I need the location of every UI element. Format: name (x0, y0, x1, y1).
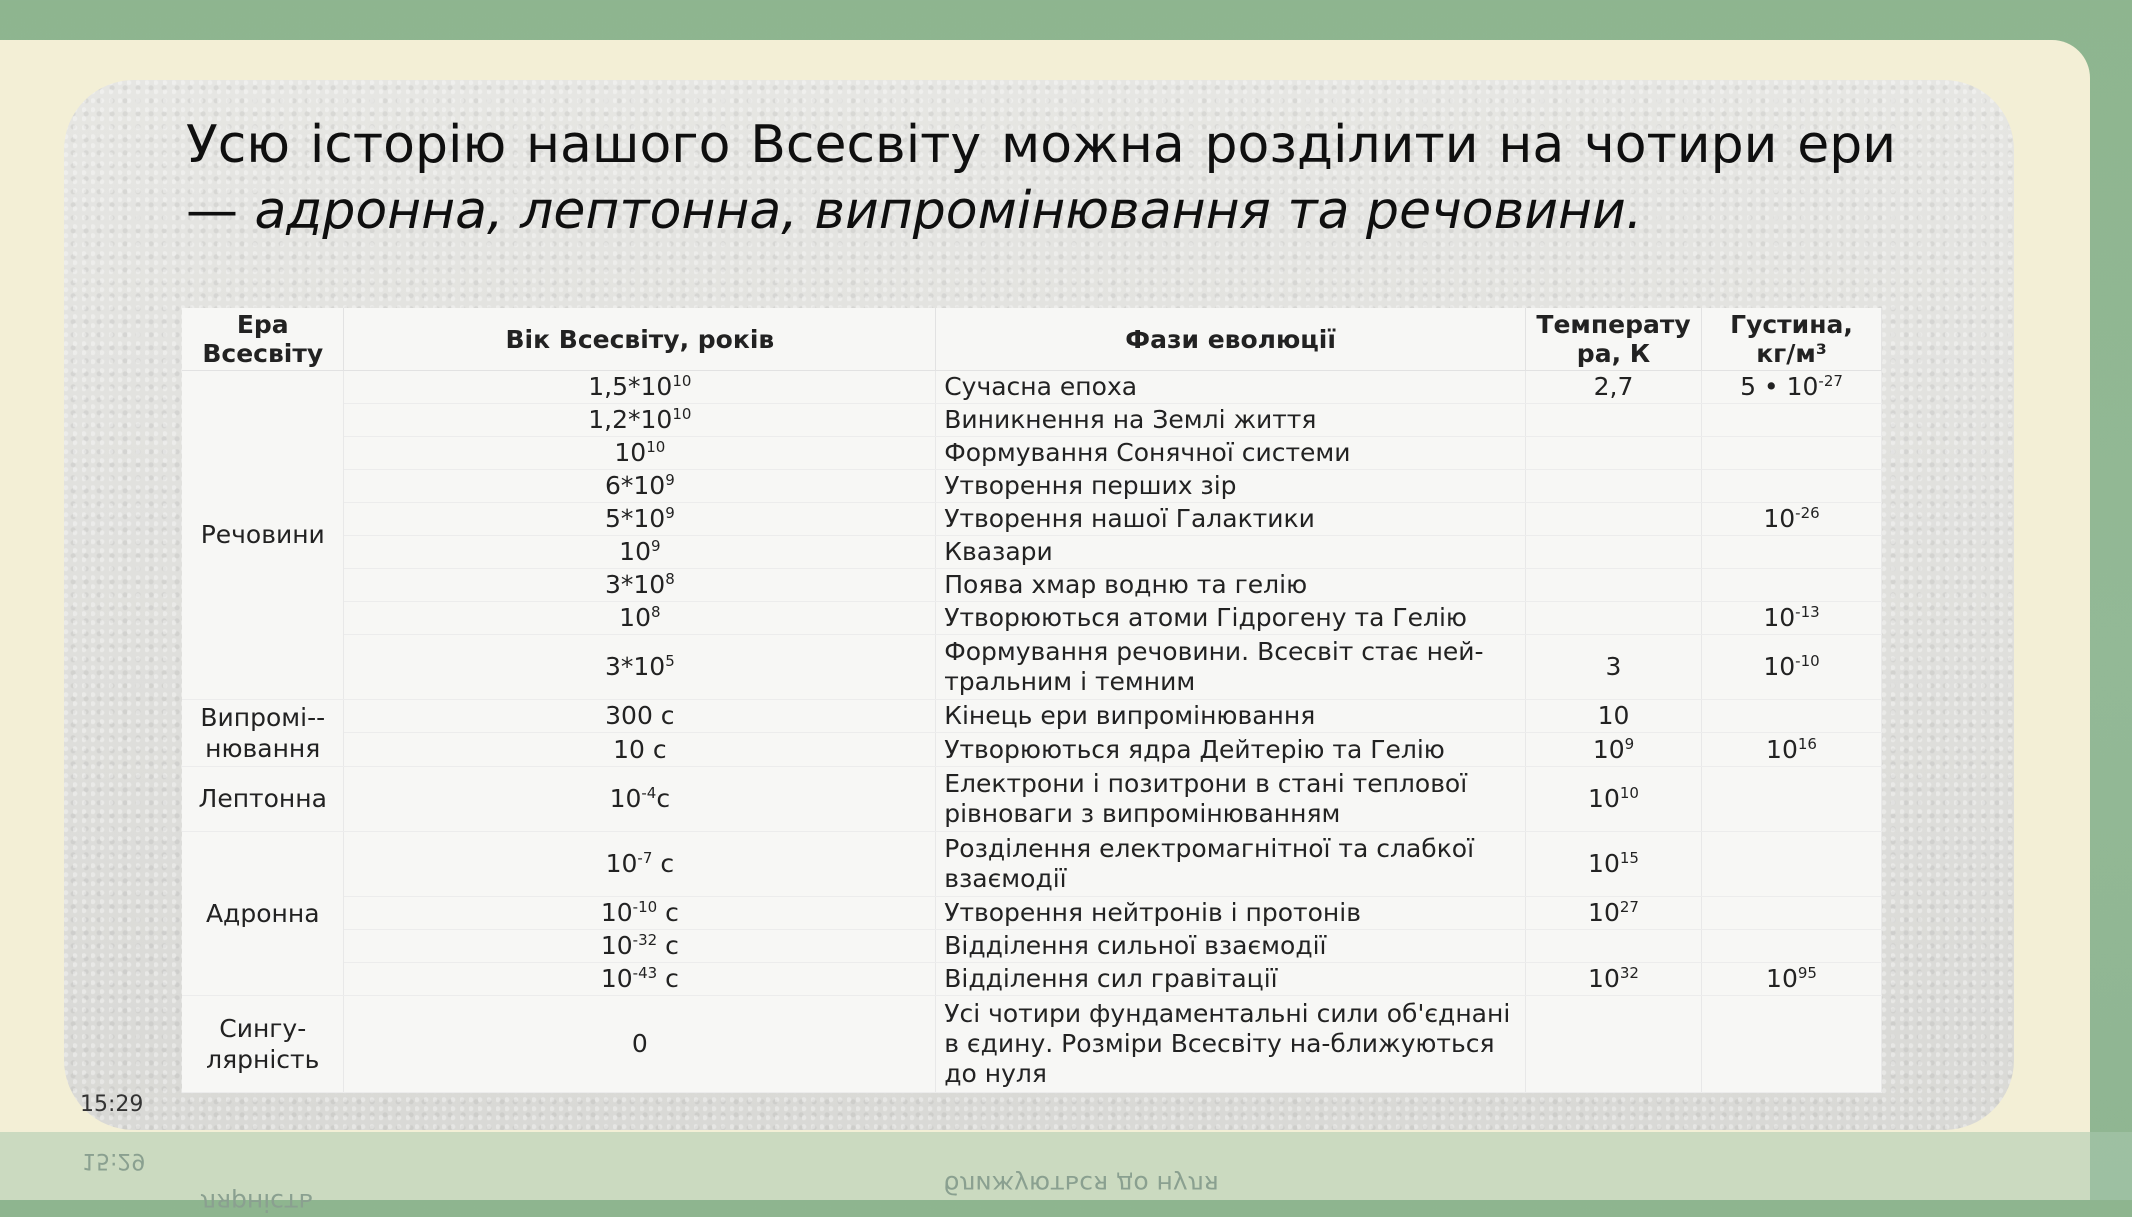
temperature-cell-base: 10 (1588, 963, 1620, 993)
temperature-cell-base: 10 (1588, 897, 1620, 927)
temperature-cell (1526, 635, 1702, 700)
temperature-cell-base: 10 (1588, 783, 1620, 813)
density-cell-base: 10 (1763, 603, 1796, 632)
phase-cell: Усі чотири фундаментальні сили об'єднані в єдину. Розміри Всесвіту на-ближуються до нуля (936, 995, 1526, 1092)
temperature-cell (1526, 503, 1702, 536)
age-cell-exponent: -32 (632, 930, 658, 949)
table-row (182, 404, 1882, 437)
age-cell-base: 1,2*10 (588, 405, 673, 434)
density-cell (1702, 503, 1882, 536)
temperature-cell-exponent: 32 (1619, 963, 1639, 982)
age-cell (344, 733, 936, 767)
age-cell-exponent: -43 (632, 963, 658, 982)
table-row (182, 569, 1882, 602)
heading-plain: Усю історію нашого Всесвіту можна розділити на чотири ери — (186, 115, 1896, 241)
era-cell-lepton: Лептонна (182, 767, 344, 832)
temperature-cell-base: 2,7 (1593, 372, 1634, 401)
temperature-cell (1526, 371, 1702, 404)
age-cell-base: 10 (609, 783, 642, 813)
density-cell (1702, 733, 1882, 767)
age-cell (344, 602, 936, 635)
age-cell-unit: с (657, 963, 679, 993)
table-row (182, 831, 1882, 896)
age-cell-base: 10 (614, 438, 647, 467)
era-cell-singularity: Сингу- лярність (182, 995, 344, 1092)
age-cell (344, 437, 936, 470)
phase-cell: Утворюються атоми Гідрогену та Гелію (936, 602, 1526, 635)
era-cell-radiation: Випромі-- нювання (182, 699, 344, 766)
phase-cell: Розділення електромагнітної та слабкої взаємодії (936, 831, 1526, 896)
phase-cell: Утворення нейтронів і протонів (936, 896, 1526, 929)
age-cell-base: 3*10 (604, 570, 666, 599)
age-cell (344, 404, 936, 437)
age-cell-base: 3*10 (604, 651, 666, 681)
age-cell-base: 10 (619, 603, 651, 632)
temperature-cell (1526, 404, 1702, 437)
age-cell (344, 699, 936, 733)
temperature-cell-exponent: 27 (1619, 897, 1639, 916)
density-cell-exponent: -10 (1795, 651, 1820, 670)
timestamp-reflection: 15:29 (82, 1148, 146, 1173)
density-cell (1702, 569, 1882, 602)
phase-cell: Виникнення на Землі життя (936, 404, 1526, 437)
era-cell-matter: Речовини (182, 371, 344, 700)
age-cell-base: 6*10 (604, 471, 666, 500)
density-cell (1702, 699, 1882, 733)
density-cell (1702, 635, 1882, 700)
age-cell-base: 10 (600, 897, 633, 927)
density-cell-exponent: -27 (1818, 372, 1843, 390)
table-row (182, 962, 1882, 995)
age-cell-base: 300 с (605, 701, 675, 731)
density-cell-base: 5 • 10 (1740, 372, 1819, 401)
phase-cell: Відділення сил гравітації (936, 962, 1526, 995)
age-cell (344, 896, 936, 929)
phase-text-reflection: ближуються до нуля (944, 1170, 1219, 1199)
table-row (182, 470, 1882, 503)
density-cell-exponent: -26 (1795, 504, 1820, 522)
temperature-cell-base: 10 (1592, 734, 1625, 764)
age-cell-base: 10 (600, 963, 633, 993)
age-cell (344, 995, 936, 1092)
density-cell-base: 10 (1763, 651, 1796, 681)
age-cell (344, 962, 936, 995)
age-cell-exponent: 9 (665, 471, 675, 489)
slide-heading (186, 112, 1896, 244)
age-cell (344, 503, 936, 536)
density-cell-base: 10 (1766, 963, 1798, 993)
age-cell-base: 10 (619, 537, 651, 566)
header-era: Ера Всесвіту (182, 308, 344, 371)
density-cell (1702, 995, 1882, 1092)
temperature-cell (1526, 569, 1702, 602)
era-cell-hadron: Адронна (182, 831, 344, 995)
age-cell-unit: с (657, 897, 679, 927)
age-cell (344, 831, 936, 896)
density-cell (1702, 831, 1882, 896)
table-row (182, 733, 1882, 767)
density-cell (1702, 404, 1882, 437)
phase-cell: Електрони і позитрони в стані теплової рівноваги з випромінюванням (936, 767, 1526, 832)
age-cell (344, 569, 936, 602)
age-cell-base: 10 (605, 848, 638, 878)
age-cell (344, 536, 936, 569)
age-cell-exponent: -10 (632, 897, 658, 916)
phase-cell: Сучасна епоха (936, 371, 1526, 404)
temperature-cell (1526, 536, 1702, 569)
density-cell-exponent: 16 (1797, 734, 1817, 753)
era-text-reflection: лярність (200, 1188, 314, 1217)
phase-cell: Поява хмар водню та гелію (936, 569, 1526, 602)
table-row (182, 995, 1882, 1092)
temperature-cell (1526, 962, 1702, 995)
temperature-cell (1526, 995, 1702, 1092)
age-cell-base: 1,5*10 (588, 372, 673, 401)
age-cell-base: 10 (600, 930, 633, 960)
temperature-cell (1526, 831, 1702, 896)
density-cell (1702, 962, 1882, 995)
header-age: Вік Всесвіту, років (344, 308, 936, 371)
table-row (182, 635, 1882, 700)
temperature-cell-exponent: 9 (1624, 734, 1635, 753)
age-cell-unit: с (652, 848, 675, 878)
temperature-cell (1526, 699, 1702, 733)
age-cell-exponent: 10 (672, 372, 692, 390)
temperature-cell-exponent: 10 (1619, 783, 1639, 802)
phase-cell: Формування Сонячної системи (936, 437, 1526, 470)
density-cell-base: 10 (1766, 734, 1798, 764)
table-body (182, 371, 1882, 1093)
age-cell-exponent: 5 (665, 651, 675, 670)
temperature-cell (1526, 896, 1702, 929)
age-cell-exponent: 9 (665, 504, 675, 522)
table-row (182, 536, 1882, 569)
eras-table-container (182, 308, 1882, 1093)
age-cell-base: 10 с (613, 734, 667, 764)
temperature-cell (1526, 470, 1702, 503)
header-phase: Фази еволюції (936, 308, 1526, 371)
age-cell-exponent: 8 (650, 603, 661, 621)
temperature-cell-base: 10 (1597, 701, 1630, 731)
phase-cell: Формування речовини. Всесвіт стає ней-тральним і темним (936, 635, 1526, 700)
timestamp-label: 15:29 (80, 1092, 144, 1117)
density-cell-exponent: -13 (1795, 603, 1820, 621)
table-header-row (182, 308, 1882, 371)
density-cell (1702, 929, 1882, 962)
phase-cell: Відділення сильної взаємодії (936, 929, 1526, 962)
density-cell (1702, 767, 1882, 832)
table-row (182, 503, 1882, 536)
temperature-cell (1526, 602, 1702, 635)
table-row (182, 767, 1882, 832)
table-row (182, 371, 1882, 404)
age-cell (344, 767, 936, 832)
eras-table (182, 308, 1882, 1093)
age-cell-exponent: 9 (650, 537, 661, 555)
density-cell (1702, 602, 1882, 635)
temperature-cell (1526, 929, 1702, 962)
age-cell-exponent: -7 (637, 848, 653, 867)
density-cell (1702, 437, 1882, 470)
density-cell-base: 10 (1763, 504, 1796, 533)
age-cell (344, 635, 936, 700)
density-cell (1702, 896, 1882, 929)
table-row (182, 929, 1882, 962)
phase-cell: Утворення нашої Галактики (936, 503, 1526, 536)
header-density: Густина, кг/м³ (1702, 308, 1882, 371)
age-cell-base: 5*10 (604, 504, 666, 533)
age-cell-exponent: 8 (665, 570, 675, 588)
heading-italic: адронна, лептонна, випромінювання та речовини. (254, 181, 1643, 241)
age-cell (344, 470, 936, 503)
phase-cell: Квазари (936, 536, 1526, 569)
age-cell-unit: с (657, 930, 679, 960)
age-cell-exponent: -4 (641, 783, 657, 802)
density-cell-exponent: 95 (1797, 963, 1817, 982)
age-cell (344, 371, 936, 404)
temperature-cell-exponent: 15 (1619, 848, 1639, 867)
phase-cell: Кінець ери випромінювання (936, 699, 1526, 733)
temperature-cell (1526, 437, 1702, 470)
header-temperature: Температу ра, К (1526, 308, 1702, 371)
phase-cell: Утворення перших зір (936, 470, 1526, 503)
density-cell (1702, 536, 1882, 569)
age-cell-exponent: 10 (672, 405, 692, 423)
age-cell (344, 929, 936, 962)
table-row (182, 602, 1882, 635)
age-cell-unit: с (656, 783, 671, 813)
temperature-cell-base: 10 (1588, 848, 1620, 878)
temperature-cell-base: 3 (1605, 651, 1622, 681)
temperature-cell (1526, 767, 1702, 832)
density-cell (1702, 371, 1882, 404)
age-cell-exponent: 10 (646, 438, 666, 456)
temperature-cell (1526, 733, 1702, 767)
density-cell (1702, 470, 1882, 503)
age-cell-base: 0 (631, 1028, 648, 1058)
table-row (182, 896, 1882, 929)
phase-cell: Утворюються ядра Дейтерію та Гелію (936, 733, 1526, 767)
table-row (182, 437, 1882, 470)
table-row (182, 699, 1882, 733)
